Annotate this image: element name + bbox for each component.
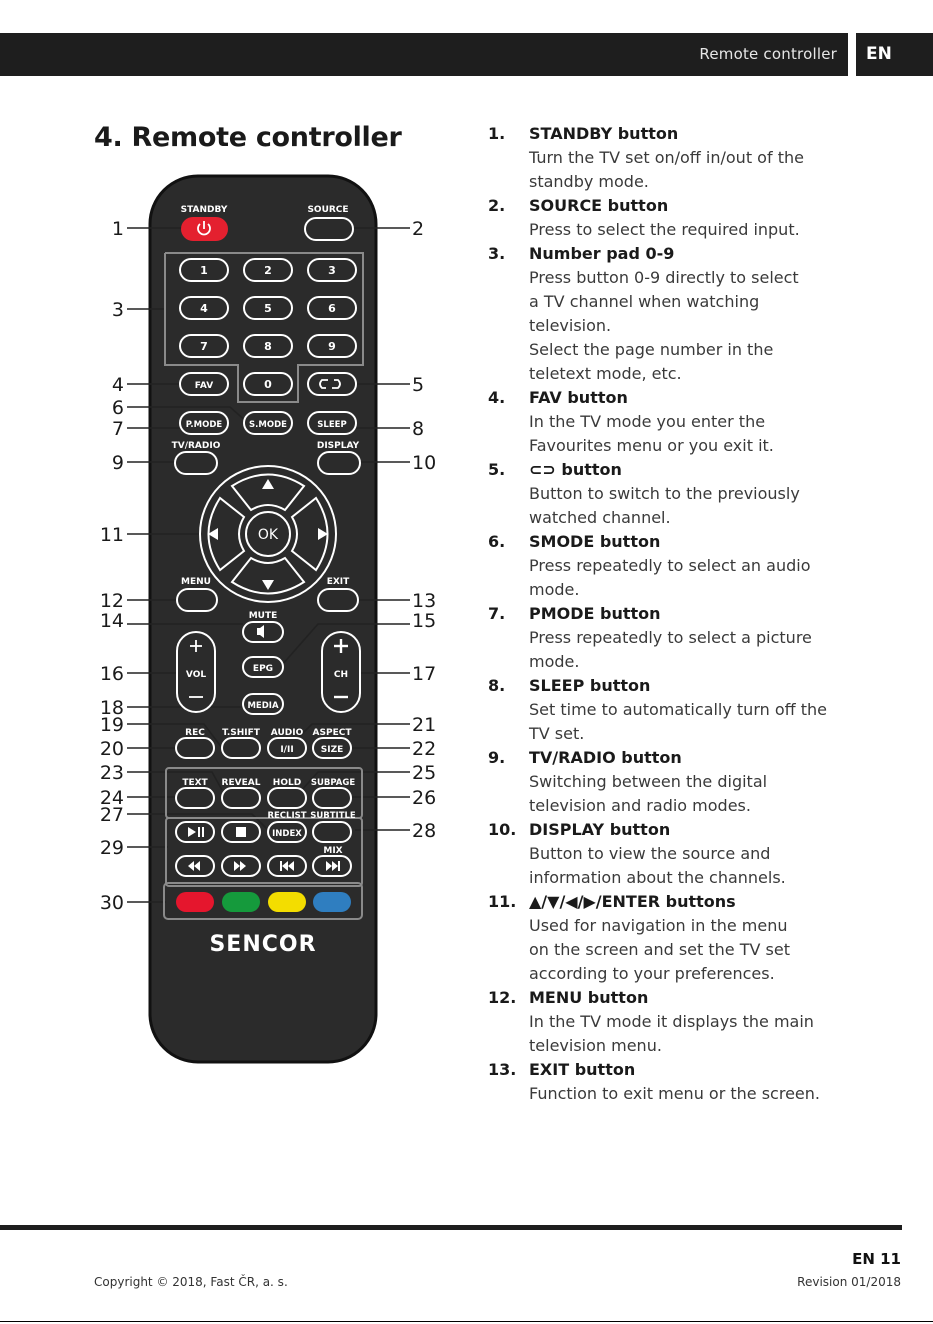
pause-bar2-icon [202, 827, 204, 837]
list-item [488, 674, 928, 746]
hold-button[interactable] [268, 788, 306, 808]
reclist-label: RECLIST [267, 811, 307, 821]
list-item [488, 530, 928, 602]
item-description: Turn the TV set on/off in/out of the standby mode. [529, 148, 804, 191]
epg-label: EPG [252, 664, 274, 674]
callout-29: 29 [99, 837, 124, 859]
item-number: 8. [488, 676, 506, 695]
callout-18: 18 [99, 697, 124, 719]
item-description: In the TV mode you enter the Favourites menu or you exit it. [529, 412, 774, 455]
source-button[interactable] [305, 218, 353, 240]
language-label: EN [866, 44, 892, 64]
item-number: 2. [488, 196, 506, 215]
subpage-button[interactable] [313, 788, 351, 808]
callout-11: 11 [99, 524, 124, 546]
item-description: Used for navigation in the menu on the screen and set the TV set according to your preferences. [529, 916, 790, 983]
item-title: SOURCE button [529, 196, 669, 215]
subpage-label: SUBPAGE [310, 778, 356, 788]
subtitle-button[interactable] [313, 822, 351, 842]
item-number: 7. [488, 604, 506, 623]
callout-30: 30 [99, 892, 124, 914]
callout-15: 15 [412, 610, 437, 632]
tshift-label: T.SHIFT [222, 728, 260, 738]
item-description: Press button 0-9 directly to select a TV channel when watching television. Select the page number in the teletext mode, etc. [529, 268, 799, 383]
mix-label: MIX [323, 846, 343, 856]
callout-5: 5 [412, 374, 425, 396]
footer-rule [0, 1225, 902, 1230]
section-title: Remote controller [699, 45, 837, 63]
callout-26: 26 [412, 787, 437, 809]
mute-label: MUTE [248, 611, 278, 621]
revision-label: Revision 01/2018 [797, 1275, 901, 1289]
digit-7: 7 [200, 340, 208, 353]
list-item [488, 1058, 928, 1106]
ok-label: OK [257, 527, 279, 543]
callout-3: 3 [111, 299, 124, 321]
callout-13: 13 [412, 590, 437, 612]
item-description: Button to view the source and information about the channels. [529, 844, 786, 887]
tshift-button[interactable] [222, 738, 260, 758]
item-number: 4. [488, 388, 506, 407]
text-label: TEXT [182, 778, 208, 788]
item-title: PMODE button [529, 604, 661, 623]
item-title: SMODE button [529, 532, 661, 551]
reveal-button[interactable] [222, 788, 260, 808]
rec-label: REC [185, 728, 205, 738]
red-button[interactable] [176, 892, 214, 912]
green-button[interactable] [222, 892, 260, 912]
list-item [488, 986, 928, 1058]
item-description: Button to switch to the previously watched channel. [529, 484, 800, 527]
menu-label: MENU [181, 577, 211, 587]
digit-8: 8 [264, 340, 272, 353]
subtitle-label: SUBTITLE [310, 811, 356, 821]
callout-12: 12 [99, 590, 124, 612]
callout-24: 24 [99, 787, 124, 809]
callout-10: 10 [412, 452, 437, 474]
standby-label: STANDBY [180, 205, 228, 215]
item-title: TV/RADIO button [529, 748, 682, 767]
item-title: STANDBY button [529, 124, 679, 143]
previous-track-bar [280, 861, 282, 871]
text-button[interactable] [176, 788, 214, 808]
callout-25: 25 [412, 762, 437, 784]
digit-5: 5 [264, 302, 272, 315]
tvradio-button[interactable] [175, 452, 217, 474]
pmode-label: P.MODE [185, 420, 223, 430]
callout-8: 8 [412, 418, 425, 440]
digit-6: 6 [328, 302, 336, 315]
list-item [488, 602, 928, 674]
callout-2: 2 [412, 218, 425, 240]
item-number: 12. [488, 988, 517, 1007]
digit-4: 4 [200, 302, 208, 315]
tvradio-label: TV/RADIO [171, 441, 221, 451]
item-description: Switching between the digital television and radio modes. [529, 772, 768, 815]
item-title: FAV button [529, 388, 628, 407]
item-title: ⊂⊃ button [529, 460, 622, 479]
callout-21: 21 [412, 714, 437, 736]
item-description: Set time to automatically turn off the TV set. [529, 700, 827, 743]
size-label: SIZE [320, 745, 344, 755]
smode-label: S.MODE [249, 420, 287, 430]
callout-14: 14 [99, 610, 124, 632]
digit-1: 1 [200, 264, 208, 277]
audio-label: AUDIO [270, 728, 304, 738]
callout-1: 1 [111, 218, 124, 240]
item-description: Press repeatedly to select a picture mode. [529, 628, 812, 671]
item-number: 1. [488, 124, 506, 143]
display-button[interactable] [318, 452, 360, 474]
remote-diagram [0, 0, 480, 1080]
callout-9: 9 [111, 452, 124, 474]
item-title: SLEEP button [529, 676, 651, 695]
blue-button[interactable] [313, 892, 351, 912]
item-description: Press repeatedly to select an audio mode. [529, 556, 811, 599]
callout-28: 28 [412, 820, 437, 842]
item-number: 11. [488, 892, 517, 911]
item-title: MENU button [529, 988, 649, 1007]
item-number: 13. [488, 1060, 517, 1079]
callout-20: 20 [99, 738, 124, 760]
stop-square-icon [236, 827, 246, 837]
button-description-list [488, 122, 928, 1106]
bottom-rule [0, 1321, 933, 1322]
pause-bar-icon [198, 827, 200, 837]
digit-3: 3 [328, 264, 336, 277]
source-label: SOURCE [307, 205, 349, 215]
callout-7: 7 [111, 418, 124, 440]
list-item [488, 242, 928, 386]
index-label: INDEX [272, 829, 302, 839]
list-item [488, 194, 928, 242]
rec-button[interactable] [176, 738, 214, 758]
hold-label: HOLD [272, 778, 302, 788]
copyright-label: Copyright © 2018, Fast ČR, a. s. [94, 1275, 288, 1289]
list-item [488, 890, 928, 986]
callout-6: 6 [111, 397, 124, 419]
item-number: 3. [488, 244, 506, 263]
fav-label: FAV [194, 381, 214, 391]
item-description: In the TV mode it displays the main television menu. [529, 1012, 814, 1055]
digit-9: 9 [328, 340, 336, 353]
language-badge [856, 33, 933, 76]
page-title: 4. Remote controller [94, 122, 402, 153]
page-number: EN 11 [852, 1250, 901, 1268]
callout-27: 27 [99, 804, 124, 826]
item-title: EXIT button [529, 1060, 636, 1079]
callout-23: 23 [99, 762, 124, 784]
previous-channel-button[interactable] [308, 373, 356, 395]
item-title: DISPLAY button [529, 820, 671, 839]
item-number: 6. [488, 532, 506, 551]
sleep-label: SLEEP [317, 420, 347, 430]
reveal-label: REVEAL [221, 778, 261, 788]
callout-19: 19 [99, 714, 124, 736]
menu-button[interactable] [177, 589, 217, 611]
callout-4: 4 [111, 374, 124, 396]
list-item [488, 818, 928, 890]
list-item [488, 458, 928, 530]
item-description: Function to exit menu or the screen. [529, 1084, 820, 1103]
brand-logo: SENCOR [209, 932, 317, 957]
display-label: DISPLAY [316, 441, 360, 451]
list-item [488, 746, 928, 818]
item-number: 10. [488, 820, 517, 839]
callout-16: 16 [99, 663, 124, 685]
item-number: 5. [488, 460, 506, 479]
list-item [488, 386, 928, 458]
exit-label: EXIT [326, 577, 350, 587]
exit-button[interactable] [318, 589, 358, 611]
aspect-label: ASPECT [312, 728, 352, 738]
audio-button-label: I/II [280, 745, 294, 755]
digit-2: 2 [264, 264, 272, 277]
media-label: MEDIA [247, 701, 279, 711]
ch-label: CH [333, 670, 349, 680]
item-number: 9. [488, 748, 506, 767]
item-title: ▲/▼/◀/▶/ENTER buttons [529, 892, 736, 911]
digit-0: 0 [264, 378, 272, 391]
item-title: Number pad 0-9 [529, 244, 675, 263]
vol-label: VOL [185, 670, 207, 680]
next-track-bar [338, 861, 340, 871]
item-description: Press to select the required input. [529, 220, 800, 239]
callout-22: 22 [412, 738, 437, 760]
yellow-button[interactable] [268, 892, 306, 912]
callout-17: 17 [412, 663, 437, 685]
list-item [488, 122, 928, 194]
